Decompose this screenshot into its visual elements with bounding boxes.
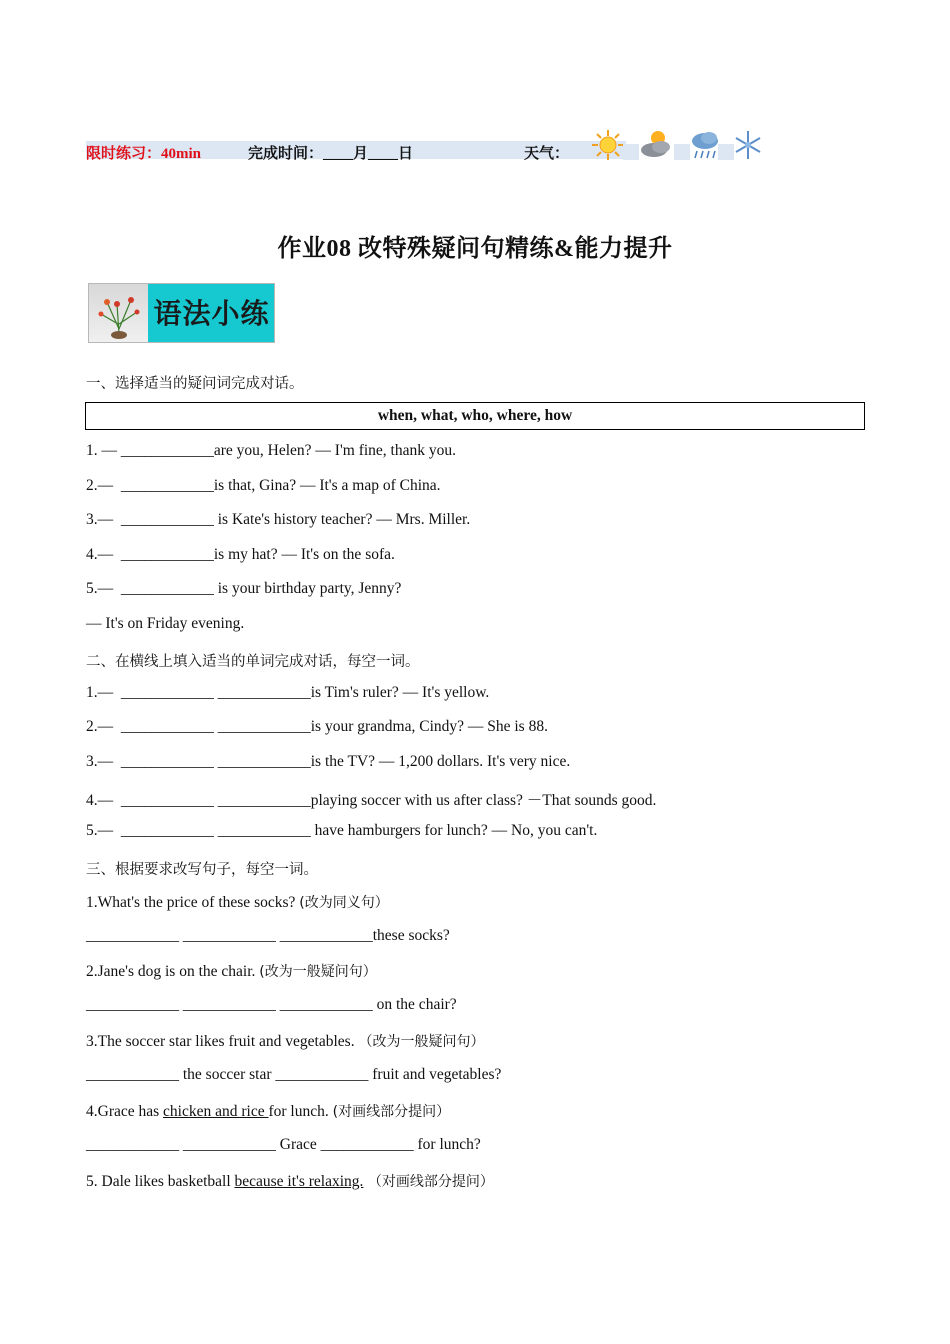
underlined-phrase: chicken and rice	[163, 1103, 269, 1120]
weather-label: 天气：	[524, 146, 570, 162]
question-item: 3.— ____________ is Kate's history teacher? — Mrs. Miller.	[86, 511, 471, 528]
word-box: when, what, who, where, how	[85, 402, 865, 430]
instruction-note: (对画线部分提问）	[332, 1104, 451, 1120]
instruction-note: （改为一般疑问句）	[358, 1034, 485, 1050]
rewrite-question	[86, 1031, 484, 1051]
section-3-heading: 三、根据要求改写句子，每空一词。	[86, 862, 318, 878]
finish-time: 完成时间：____月____日	[248, 146, 414, 162]
rewrite-question	[86, 961, 377, 981]
flower-image	[89, 284, 149, 342]
section-2-heading: 二、在横线上填入适当的单词完成对话，每空一词。	[86, 654, 420, 670]
question-item: 4.— ____________is my hat? — It's on the sofa.	[86, 546, 395, 563]
answer-line: ____________ ____________ ____________these socks?	[86, 927, 450, 944]
question-text: 1.What's the price of these socks?	[86, 894, 300, 911]
sunny-icon	[589, 128, 627, 162]
question-text: 3.The soccer star likes fruit and vegetables.	[86, 1033, 359, 1050]
question-item: 2.— ____________ ____________is your grandma, Cindy? — She is 88.	[86, 718, 548, 735]
question-text: 5. Dale likes basketball	[86, 1173, 235, 1190]
section-1-heading: 一、选择适当的疑问词完成对话。	[86, 376, 304, 392]
question-item: 1. — ____________are you, Helen? — I'm fine, thank you.	[86, 442, 456, 459]
instruction-note: (改为一般疑问句）	[259, 964, 377, 980]
snowflake-icon	[731, 128, 769, 162]
question-text: 4.Grace has	[86, 1103, 164, 1120]
rewrite-question	[86, 892, 389, 912]
grammar-practice-badge	[88, 283, 275, 343]
underlined-phrase: because it's relaxing.	[234, 1173, 364, 1190]
answer-item: — It's on Friday evening.	[86, 615, 245, 632]
answer-line: ____________ ____________ Grace ____________ for lunch?	[86, 1136, 481, 1153]
question-item: 4.— ____________ ____________playing soccer with us after class? －That sounds good.	[86, 792, 657, 809]
answer-line: ____________ the soccer star ____________ fruit and vegetables?	[86, 1066, 502, 1083]
answer-line: ____________ ____________ ____________ on the chair?	[86, 996, 457, 1013]
question-item: 5.— ____________ ____________ have hamburgers for lunch? — No, you can't.	[86, 822, 598, 839]
question-item: 3.— ____________ ____________is the TV? — 1,200 dollars. It's very nice.	[86, 753, 571, 770]
question-text: 2.Jane's dog is on the chair.	[86, 963, 260, 980]
time-limit: 限时练习：40min	[86, 146, 202, 162]
question-item: 1.— ____________ ____________is Tim's ruler? — It's yellow.	[86, 684, 490, 701]
flower-icon	[89, 284, 149, 342]
instruction-note: （对画线部分提问）	[363, 1174, 494, 1190]
question-item: 2.— ____________is that, Gina? — It's a map of China.	[86, 477, 441, 494]
rewrite-question	[86, 1101, 450, 1121]
question-text: for lunch.	[268, 1103, 333, 1120]
badge-label: 语法小练	[153, 297, 270, 330]
weather-checkbox	[623, 144, 639, 160]
instruction-note: (改为同义句）	[299, 895, 389, 911]
rewrite-question	[86, 1171, 494, 1191]
header-bar	[86, 128, 766, 162]
page-title: 作业08 改特殊疑问句精练&能力提升	[277, 236, 673, 262]
question-item: 5.— ____________ is your birthday party, Jenny?	[86, 580, 402, 597]
partly-cloudy-icon	[638, 128, 676, 162]
